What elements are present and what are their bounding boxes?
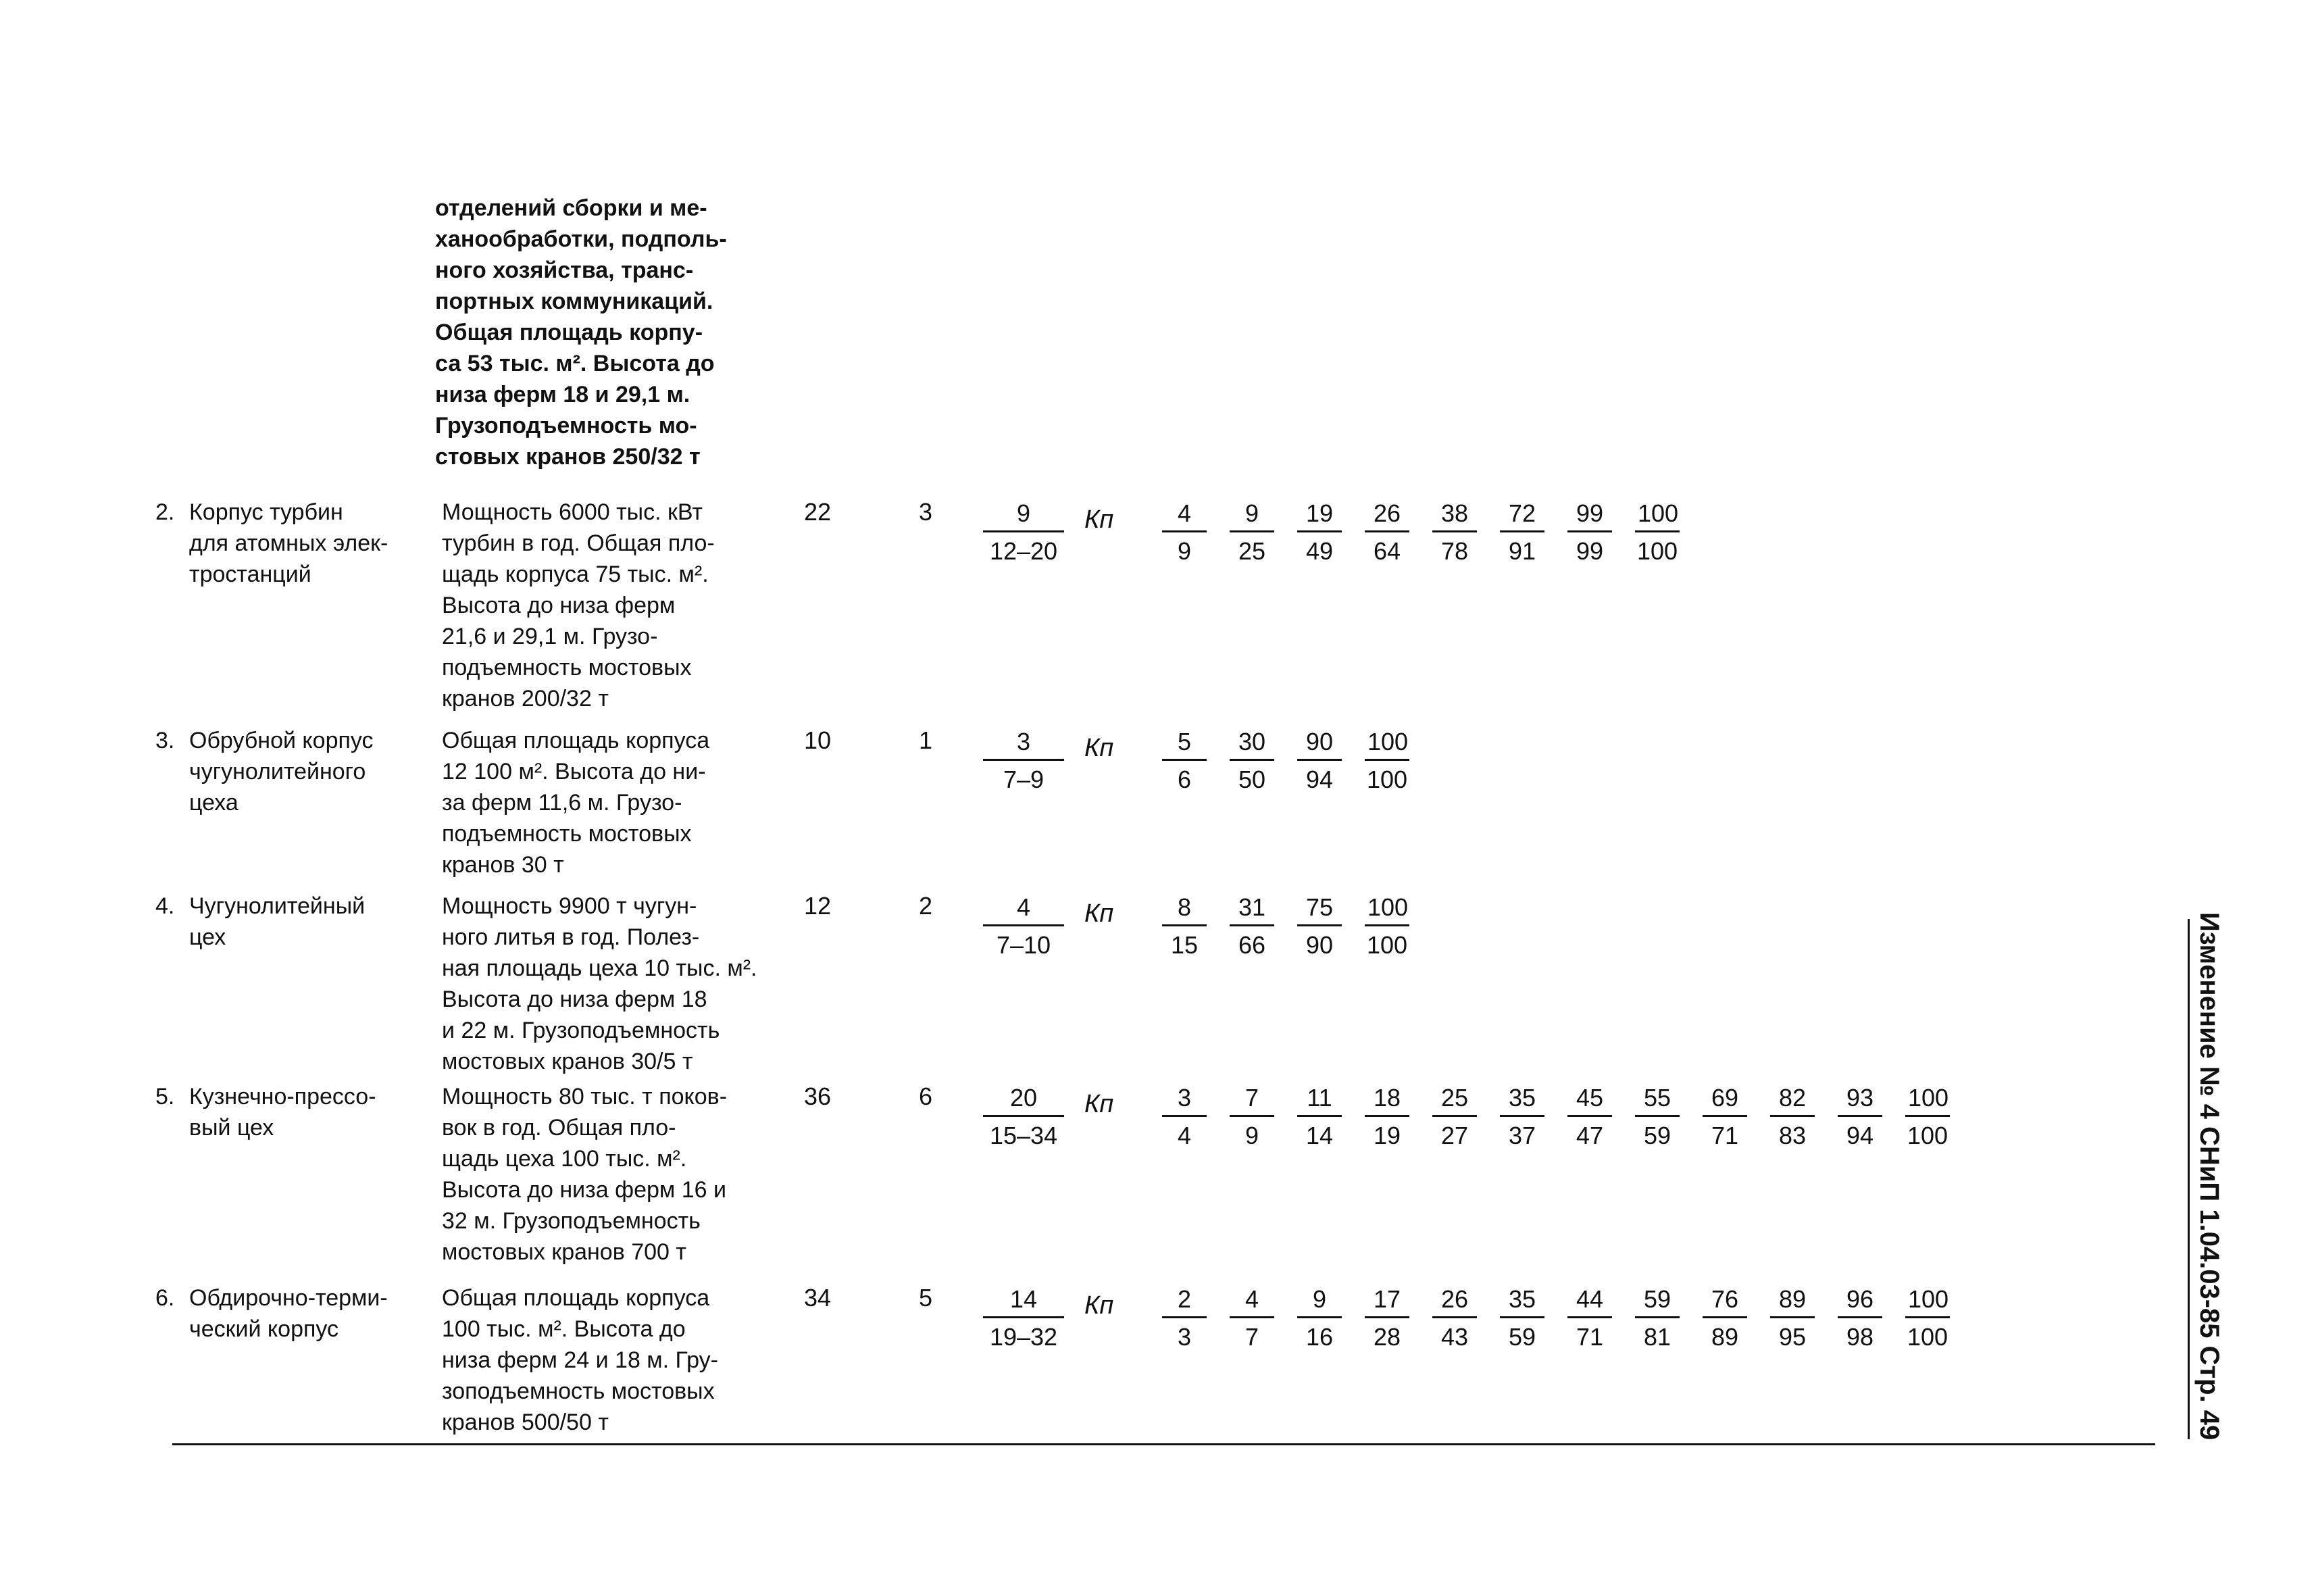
kp-fraction [1230,1081,1274,1155]
kp-fraction-numerator: 100 [1635,497,1680,532]
kp-fraction-denominator: 94 [1846,1122,1874,1149]
kp-fraction-denominator: 100 [1907,1323,1948,1351]
kp-fraction-denominator: 16 [1305,1323,1334,1351]
kp-fraction-numerator: 2 [1162,1282,1207,1318]
kp-fraction-numerator: 4 [1162,497,1207,532]
main-fraction [983,1282,1064,1356]
kp-fraction-numerator: 89 [1770,1282,1815,1318]
kp-fraction-denominator: 25 [1238,537,1266,565]
description-line: Высота до низа ферм [442,593,676,618]
description-line: Высота до низа ферм 16 и [442,1177,726,1203]
kp-fraction-numerator: 76 [1703,1282,1747,1318]
value-column-2: 2 [918,892,933,920]
main-fraction-denominator: 7–10 [996,931,1051,959]
value-column-1: 10 [803,726,832,754]
object-name-text: Обрубной корпус [189,728,374,753]
object-name-line [155,1112,419,1143]
kp-fraction [1635,1081,1680,1155]
kp-fraction [1230,497,1274,570]
main-fraction-numerator: 4 [983,891,1064,926]
continuation-description [435,193,753,472]
kp-fraction-numerator: 55 [1635,1081,1680,1117]
kp-fraction-numerator: 25 [1432,1081,1477,1117]
kp-fraction-denominator: 50 [1238,766,1266,793]
object-name [155,1282,419,1345]
main-fraction [983,1081,1064,1155]
kp-fraction-numerator: 26 [1432,1282,1477,1318]
object-name-text: цеха [189,790,238,816]
description-line: щадь корпуса 75 тыс. м². [442,562,709,587]
kp-fraction-denominator: 59 [1508,1323,1536,1351]
kp-fraction-denominator: 78 [1440,537,1469,565]
continuation-line: Общая площадь корпу- [435,320,703,345]
description-line: Общая площадь корпуса [442,728,710,753]
main-fraction [983,725,1064,799]
kp-fraction [1567,1282,1612,1356]
kp-fraction-denominator: 83 [1778,1122,1807,1149]
kp-fraction-denominator: 100 [1366,931,1408,959]
kp-fraction-denominator: 4 [1177,1122,1192,1149]
kp-fraction [1365,891,1409,964]
kp-fraction [1905,1081,1950,1155]
kp-fraction [1703,1081,1747,1155]
kp-fraction-numerator: 69 [1703,1081,1747,1117]
kp-fraction [1162,497,1207,570]
object-name-text: Чугунолитейный [189,893,366,919]
object-name-line [155,891,419,922]
description-line: подъемность мостовых [442,821,692,847]
description-line: низа ферм 24 и 18 м. Гру- [442,1347,718,1373]
kp-fraction [1230,725,1274,799]
object-name-line [155,1314,419,1345]
kp-fraction [1838,1282,1882,1356]
kp-fraction [1432,1282,1477,1356]
kp-fraction-denominator: 100 [1366,766,1408,793]
object-description [442,891,759,1077]
object-name-text: вый цех [189,1115,274,1141]
description-line: 32 м. Грузоподъемность [442,1208,701,1234]
kp-fraction-numerator: 5 [1162,725,1207,761]
main-fraction-numerator: 14 [983,1282,1064,1318]
kp-fraction-numerator: 9 [1230,497,1274,532]
kp-fraction [1162,1081,1207,1155]
description-line: зоподъемность мостовых [442,1378,715,1404]
kp-fraction-denominator: 3 [1177,1323,1192,1351]
continuation-line: ного хозяйства, транс- [435,257,694,283]
description-line: за ферм 11,6 м. Грузо- [442,790,682,816]
value-column-2: 5 [918,1284,933,1312]
description-line: Мощность 6000 тыс. кВт [442,499,703,525]
kp-label: Кп [1084,1090,1114,1118]
kp-fraction-denominator: 90 [1305,931,1334,959]
description-line: Высота до низа ферм 18 [442,987,707,1012]
object-name [155,891,419,953]
kp-fraction [1567,497,1612,570]
description-line: 12 100 м². Высота до ни- [442,759,706,784]
table-bottom-rule [172,1443,2155,1445]
object-name-text: Кузнечно-прессо- [189,1084,376,1109]
kp-fraction-denominator: 15 [1170,931,1199,959]
kp-fraction [1297,891,1342,964]
kp-fraction-numerator: 11 [1297,1081,1342,1117]
kp-fraction [1297,1282,1342,1356]
kp-fraction-numerator: 26 [1365,497,1409,532]
main-fraction-numerator: 9 [983,497,1064,532]
object-name-text: для атомных элек- [189,530,388,556]
object-name-line [155,787,419,818]
kp-label: Кп [1084,1291,1114,1320]
description-line: кранов 200/32 т [442,686,609,712]
kp-fraction-numerator: 82 [1770,1081,1815,1117]
object-name-text: Обдирочно-терми- [189,1285,388,1311]
kp-fraction [1297,497,1342,570]
kp-fraction [1365,1081,1409,1155]
object-name-line [155,756,419,787]
kp-fraction-denominator: 100 [1636,537,1678,565]
kp-fraction-numerator: 8 [1162,891,1207,926]
object-name-text: чугунолитейного [189,759,366,784]
row-number: 4. [155,893,175,919]
main-fraction [983,891,1064,964]
description-line: ного литья в год. Полез- [442,924,700,950]
description-line: Мощность 9900 т чугун- [442,893,697,919]
kp-fraction [1567,1081,1612,1155]
kp-fraction [1365,497,1409,570]
description-line: кранов 30 т [442,852,564,878]
kp-fraction-numerator: 100 [1905,1081,1950,1117]
kp-fraction-numerator: 3 [1162,1081,1207,1117]
kp-fraction [1162,1282,1207,1356]
kp-fraction [1365,725,1409,799]
kp-fraction-numerator: 7 [1230,1081,1274,1117]
object-name-line [155,1282,419,1314]
description-line: мостовых кранов 700 т [442,1239,686,1265]
description-line: Общая площадь корпуса [442,1285,710,1311]
kp-fraction-numerator: 44 [1567,1282,1612,1318]
object-description [442,497,759,714]
kp-fraction-denominator: 81 [1643,1323,1671,1351]
row-number: 3. [155,728,175,753]
kp-fraction-numerator: 30 [1230,725,1274,761]
kp-fraction [1770,1081,1815,1155]
kp-fraction [1297,1081,1342,1155]
kp-fraction-numerator: 35 [1500,1282,1544,1318]
kp-fraction-denominator: 71 [1711,1122,1739,1149]
kp-label: Кп [1084,505,1114,534]
continuation-line: отделений сборки и ме- [435,195,707,221]
value-column-2: 1 [918,726,933,754]
object-name-line [155,1081,419,1112]
object-description [442,725,759,880]
continuation-line: ханообработки, подполь- [435,226,727,252]
kp-fraction-numerator: 17 [1365,1282,1409,1318]
kp-fraction-numerator: 38 [1432,497,1477,532]
kp-fraction-denominator: 64 [1373,537,1401,565]
kp-fraction-denominator: 100 [1907,1122,1948,1149]
kp-fraction-denominator: 91 [1508,537,1536,565]
kp-fraction-denominator: 6 [1177,766,1192,793]
kp-fraction-numerator: 100 [1365,725,1409,761]
kp-fraction-denominator: 99 [1576,537,1604,565]
kp-fraction-denominator: 95 [1778,1323,1807,1351]
value-column-2: 6 [918,1082,933,1110]
kp-fraction-denominator: 27 [1440,1122,1469,1149]
continuation-line: портных коммуникаций. [435,289,713,314]
kp-fraction-denominator: 94 [1305,766,1334,793]
kp-fraction-denominator: 66 [1238,931,1266,959]
object-name-line [155,497,419,528]
kp-fraction-numerator: 93 [1838,1081,1882,1117]
description-line: кранов 500/50 т [442,1410,609,1435]
kp-fraction [1500,497,1544,570]
kp-fraction-denominator: 19 [1373,1122,1401,1149]
kp-fraction-denominator: 49 [1305,537,1334,565]
description-line: щадь цеха 100 тыс. м². [442,1146,687,1172]
kp-fraction [1500,1081,1544,1155]
kp-fraction-denominator: 43 [1440,1323,1469,1351]
kp-fraction [1770,1282,1815,1356]
kp-fraction [1703,1282,1747,1356]
object-name-line [155,922,419,953]
kp-fraction [1297,725,1342,799]
kp-fraction-denominator: 71 [1576,1323,1604,1351]
continuation-line: Грузоподъемность мо- [435,413,697,439]
kp-fraction [1905,1282,1950,1356]
main-fraction-denominator: 15–34 [989,1122,1058,1149]
object-description [442,1081,759,1268]
kp-fraction-denominator: 7 [1244,1323,1259,1351]
description-line: 100 тыс. м². Высота до [442,1316,686,1342]
kp-fraction-numerator: 19 [1297,497,1342,532]
kp-fraction-numerator: 75 [1297,891,1342,926]
main-fraction-numerator: 3 [983,725,1064,761]
description-line: Мощность 80 тыс. т поков- [442,1084,728,1109]
description-line: ная площадь цеха 10 тыс. м². [442,955,757,981]
value-column-2: 3 [918,498,933,526]
description-line: подъемность мостовых [442,655,692,680]
object-name-line [155,725,419,756]
kp-fraction-numerator: 45 [1567,1081,1612,1117]
main-fraction-denominator: 19–32 [989,1323,1058,1351]
kp-fraction-numerator: 100 [1905,1282,1950,1318]
kp-fraction [1838,1081,1882,1155]
object-name-text: цех [189,924,226,950]
row-number: 6. [155,1285,175,1311]
kp-fraction-denominator: 59 [1643,1122,1671,1149]
value-column-1: 36 [803,1082,832,1110]
kp-fraction-numerator: 100 [1365,891,1409,926]
main-fraction [983,497,1064,570]
kp-fraction [1162,725,1207,799]
description-line: мостовых кранов 30/5 т [442,1049,693,1074]
kp-fraction [1432,1081,1477,1155]
kp-fraction-numerator: 35 [1500,1081,1544,1117]
kp-fraction-numerator: 4 [1230,1282,1274,1318]
kp-fraction-denominator: 47 [1576,1122,1604,1149]
object-name-line [155,559,419,590]
kp-label: Кп [1084,899,1114,928]
object-name-line [155,528,419,559]
value-column-1: 12 [803,892,832,920]
object-name-text: Корпус турбин [189,499,343,525]
kp-fraction-numerator: 18 [1365,1081,1409,1117]
object-name [155,497,419,590]
kp-fraction-numerator: 72 [1500,497,1544,532]
description-line: 21,6 и 29,1 м. Грузо- [442,624,658,649]
kp-fraction [1635,497,1680,570]
kp-fraction-numerator: 31 [1230,891,1274,926]
row-number: 2. [155,499,175,525]
side-caption: Изменение № 4 СНиП 1.04.03-85 Стр. 49 [2194,912,2224,1441]
kp-label: Кп [1084,734,1114,762]
kp-fraction-denominator: 14 [1305,1122,1334,1149]
description-line: вок в год. Общая пло- [442,1115,676,1141]
kp-fraction [1432,497,1477,570]
object-description [442,1282,759,1438]
main-fraction-denominator: 12–20 [989,537,1058,565]
kp-fraction-numerator: 90 [1297,725,1342,761]
kp-fraction [1230,891,1274,964]
object-name-text: ческий корпус [189,1316,339,1342]
kp-fraction-denominator: 28 [1373,1323,1401,1351]
object-name-text: тростанций [189,562,311,587]
value-column-1: 22 [803,498,832,526]
description-line: турбин в год. Общая пло- [442,530,715,556]
kp-fraction [1162,891,1207,964]
kp-fraction-denominator: 9 [1244,1122,1259,1149]
kp-fraction [1230,1282,1274,1356]
kp-fraction [1500,1282,1544,1356]
description-line: и 22 м. Грузоподъемность [442,1018,720,1043]
kp-fraction [1365,1282,1409,1356]
kp-fraction [1635,1282,1680,1356]
continuation-line: низа ферм 18 и 29,1 м. [435,382,690,407]
kp-fraction-numerator: 99 [1567,497,1612,532]
object-name [155,725,419,818]
value-column-1: 34 [803,1284,832,1312]
row-number: 5. [155,1084,175,1109]
kp-fraction-numerator: 59 [1635,1282,1680,1318]
kp-fraction-numerator: 9 [1297,1282,1342,1318]
kp-fraction-denominator: 37 [1508,1122,1536,1149]
main-fraction-numerator: 20 [983,1081,1064,1117]
continuation-line: са 53 тыс. м². Высота до [435,351,715,376]
kp-fraction-denominator: 98 [1846,1323,1874,1351]
kp-fraction-numerator: 96 [1838,1282,1882,1318]
kp-fraction-denominator: 9 [1177,537,1192,565]
continuation-line: стовых кранов 250/32 т [435,444,701,470]
main-fraction-denominator: 7–9 [1003,766,1045,793]
kp-fraction-denominator: 89 [1711,1323,1739,1351]
object-name [155,1081,419,1143]
